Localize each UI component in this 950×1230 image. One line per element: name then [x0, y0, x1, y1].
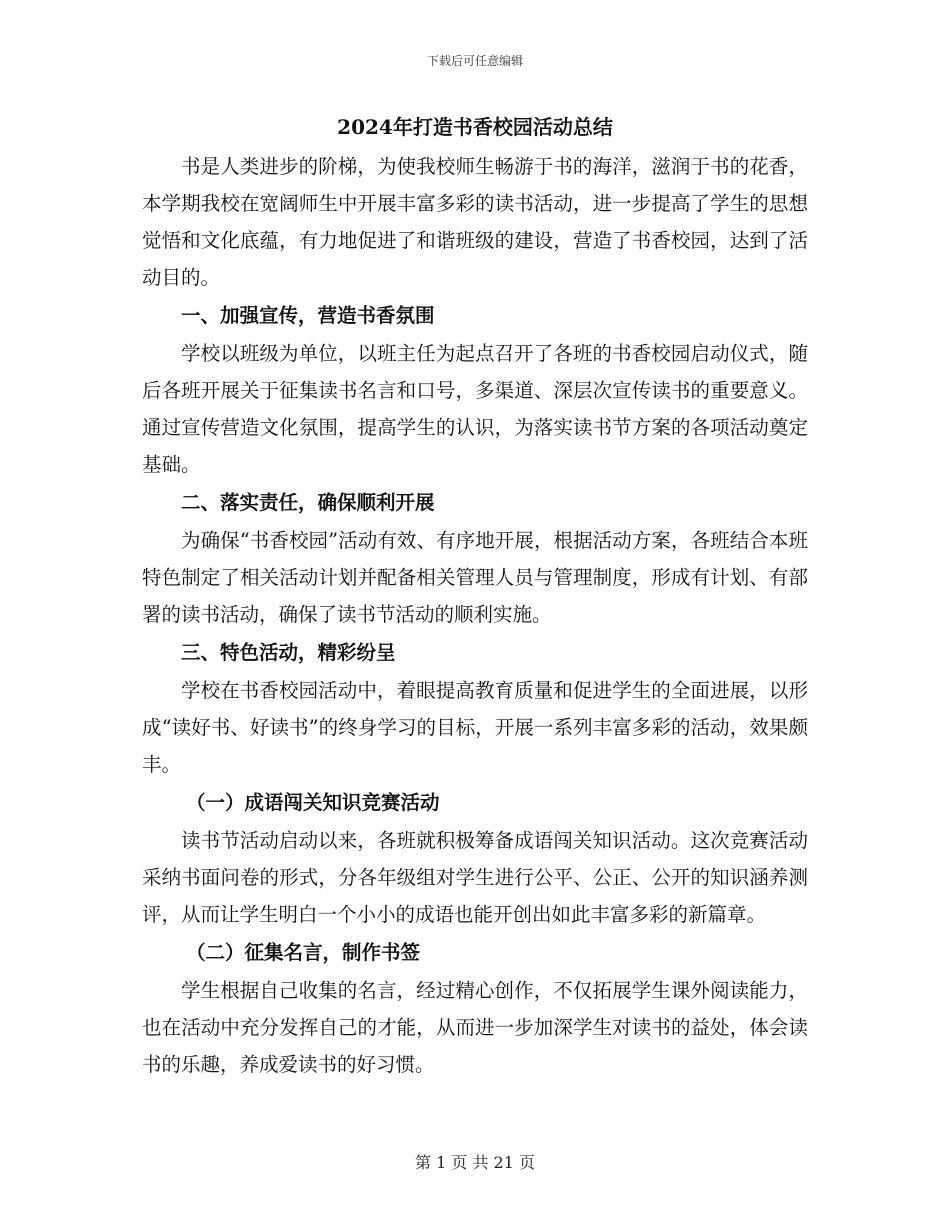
page-footer: 第 1 页 共 21 页	[415, 1153, 535, 1172]
paragraph-section-2: 为确保“书香校园”活动有效、有序地开展，根据活动方案，各班结合本班特色制定了相关活动计划并配备相关管理人员与管理制度，形成有计划、有部署的读书活动，确保了读书节活动的顺利实施。	[142, 529, 808, 626]
document-body	[142, 108, 808, 1083]
paragraph-subsection-1: 读书节活动启动以来，各班就积极筹备成语闯关知识活动。这次竞赛活动采纳书面问卷的形式，分各年级组对学生进行公平、公正、公开的知识涵养测评，从而让学生明白一个小小的成语也能开创出如此丰富多彩的新篇章。	[142, 829, 808, 926]
subsection-heading-2: （二）征集名言，制作书签	[186, 941, 421, 964]
subsection-heading-1: （一）成语闯关知识竞赛活动	[186, 791, 440, 814]
section-heading-1: 一、加强宣传，营造书香氛围	[181, 304, 435, 327]
paragraph-intro: 书是人类进步的阶梯，为使我校师生畅游于书的海洋，滋润于书的花香，本学期我校在宽阔师生中开展丰富多彩的读书活动，进一步提高了学生的思想觉悟和文化底蕴，有力地促进了和谐班级的建设，营造了书香校园，达到了活动目的。	[142, 155, 808, 289]
section-heading-3: 三、特色活动，精彩纷呈	[181, 641, 396, 664]
header-note: 下载后可任意编辑	[426, 54, 523, 68]
document-title: 2024年打造书香校园活动总结	[337, 115, 613, 139]
paragraph-section-3: 学校在书香校园活动中，着眼提高教育质量和促进学生的全面进展，以形成“读好书、好读书”的终身学习的目标，开展一系列丰富多彩的活动，效果颇丰。	[142, 679, 808, 776]
section-heading-2: 二、落实责任，确保顺利开展	[181, 491, 435, 514]
paragraph-section-1: 学校以班级为单位，以班主任为起点召开了各班的书香校园启动仪式，随后各班开展关于征集读书名言和口号，多渠道、深层次宣传读书的重要意义。通过宣传营造文化氛围，提高学生的认识，为落实读书节方案的各项活动奠定基础。	[142, 342, 808, 476]
paragraph-subsection-2: 学生根据自己收集的名言，经过精心创作，不仅拓展学生课外阅读能力，也在活动中充分发挥自己的才能，从而进一步加深学生对读书的益处，体会读书的乐趣，养成爱读书的好习惯。	[142, 979, 808, 1076]
